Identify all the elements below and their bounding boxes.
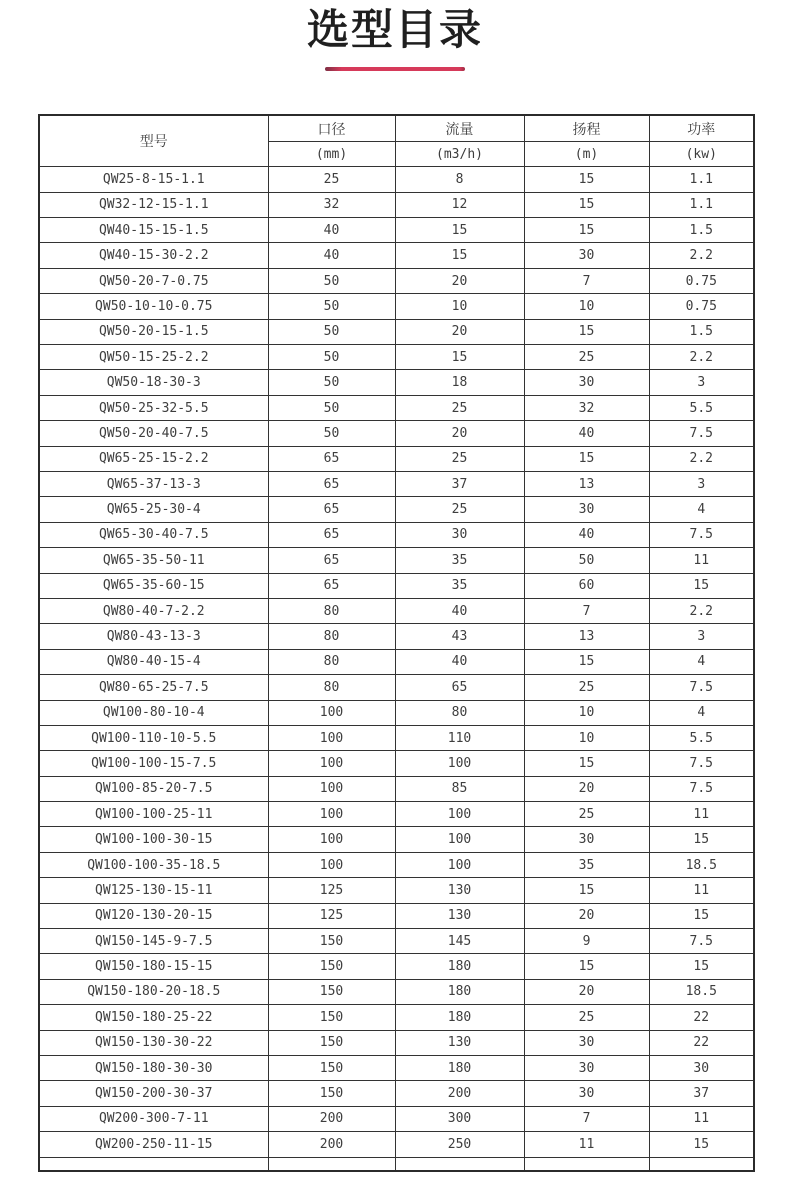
- model-cell: QW80-43-13-3: [39, 624, 268, 649]
- table-row: [39, 827, 754, 852]
- head-cell: 30: [524, 370, 649, 395]
- head-cell: 20: [524, 903, 649, 928]
- table-row: [39, 1030, 754, 1055]
- power-cell: 11: [649, 878, 754, 903]
- model-cell: QW100-85-20-7.5: [39, 776, 268, 801]
- diameter-cell: 80: [268, 675, 395, 700]
- head-cell: 50: [524, 548, 649, 573]
- table-row: [39, 1132, 754, 1157]
- diameter-cell: 25: [268, 167, 395, 192]
- model-cell: QW65-25-15-2.2: [39, 446, 268, 471]
- head-cell: 20: [524, 979, 649, 1004]
- table-row: [39, 345, 754, 370]
- column-header-head: 扬程: [524, 115, 649, 141]
- head-cell: 30: [524, 243, 649, 268]
- head-cell: 35: [524, 852, 649, 877]
- table-row: [39, 598, 754, 623]
- power-cell: 15: [649, 1132, 754, 1157]
- model-cell: QW32-12-15-1.1: [39, 192, 268, 217]
- head-cell: 10: [524, 725, 649, 750]
- flow-cell: 180: [395, 979, 524, 1004]
- model-cell: QW150-180-25-22: [39, 1005, 268, 1030]
- column-header-model: 型号: [39, 115, 268, 167]
- head-cell: 15: [524, 751, 649, 776]
- flow-cell: 20: [395, 421, 524, 446]
- diameter-cell: 150: [268, 954, 395, 979]
- table-row: [39, 319, 754, 344]
- flow-cell: 180: [395, 954, 524, 979]
- flow-cell: 12: [395, 192, 524, 217]
- head-cell: 40: [524, 522, 649, 547]
- power-cell: 7.5: [649, 929, 754, 954]
- power-cell: 3: [649, 624, 754, 649]
- diameter-cell: 65: [268, 522, 395, 547]
- power-cell: 5.5: [649, 395, 754, 420]
- head-cell: 15: [524, 649, 649, 674]
- diameter-cell: 100: [268, 852, 395, 877]
- diameter-cell: 80: [268, 598, 395, 623]
- power-cell: 18.5: [649, 979, 754, 1004]
- diameter-cell: 65: [268, 446, 395, 471]
- power-cell: 30: [649, 1055, 754, 1080]
- head-cell: 30: [524, 497, 649, 522]
- diameter-cell: 40: [268, 243, 395, 268]
- model-cell: QW65-37-13-3: [39, 471, 268, 496]
- table-row: [39, 294, 754, 319]
- flow-cell: 145: [395, 929, 524, 954]
- power-cell: 2.2: [649, 243, 754, 268]
- flow-cell: 100: [395, 751, 524, 776]
- table-row: [39, 649, 754, 674]
- head-cell: 7: [524, 1106, 649, 1131]
- head-cell: 7: [524, 268, 649, 293]
- power-cell: 7.5: [649, 776, 754, 801]
- table-row: [39, 751, 754, 776]
- diameter-cell: 150: [268, 1030, 395, 1055]
- model-cell: QW150-200-30-37: [39, 1081, 268, 1106]
- flow-cell: 100: [395, 852, 524, 877]
- power-cell: 7.5: [649, 421, 754, 446]
- model-cell: QW100-110-10-5.5: [39, 725, 268, 750]
- power-cell: 11: [649, 802, 754, 827]
- diameter-cell: 150: [268, 979, 395, 1004]
- column-unit-diameter: (mm): [268, 141, 395, 167]
- diameter-cell: 50: [268, 319, 395, 344]
- head-cell: 30: [524, 1055, 649, 1080]
- model-cell: QW200-300-7-11: [39, 1106, 268, 1131]
- flow-cell: 40: [395, 649, 524, 674]
- head-cell: 15: [524, 446, 649, 471]
- flow-cell: 18: [395, 370, 524, 395]
- diameter-cell: 40: [268, 218, 395, 243]
- table-row: [39, 471, 754, 496]
- head-cell: 30: [524, 827, 649, 852]
- table-row: [39, 954, 754, 979]
- model-cell: QW65-30-40-7.5: [39, 522, 268, 547]
- power-cell: 15: [649, 954, 754, 979]
- flow-cell: 43: [395, 624, 524, 649]
- table-row: [39, 802, 754, 827]
- power-cell: 7.5: [649, 522, 754, 547]
- column-header-diameter: 口径: [268, 115, 395, 141]
- column-unit-power: (kw): [649, 141, 754, 167]
- flow-cell: 20: [395, 268, 524, 293]
- flow-cell: 85: [395, 776, 524, 801]
- flow-cell: 100: [395, 802, 524, 827]
- head-cell: 30: [524, 1081, 649, 1106]
- flow-cell: 25: [395, 395, 524, 420]
- model-cell: QW100-100-30-15: [39, 827, 268, 852]
- head-cell: 10: [524, 700, 649, 725]
- head-cell: 32: [524, 395, 649, 420]
- table-row: [39, 700, 754, 725]
- model-cell: QW150-130-30-22: [39, 1030, 268, 1055]
- model-cell: QW200-250-11-15: [39, 1132, 268, 1157]
- diameter-cell: 100: [268, 725, 395, 750]
- flow-cell: 80: [395, 700, 524, 725]
- flow-cell: 250: [395, 1132, 524, 1157]
- flow-cell: 15: [395, 218, 524, 243]
- flow-cell: 200: [395, 1081, 524, 1106]
- head-cell: 13: [524, 624, 649, 649]
- column-unit-flow: (m3/h): [395, 141, 524, 167]
- model-cell: QW150-180-30-30: [39, 1055, 268, 1080]
- table-row: [39, 268, 754, 293]
- diameter-cell: 100: [268, 827, 395, 852]
- model-cell: QW50-20-40-7.5: [39, 421, 268, 446]
- model-cell: QW65-35-50-11: [39, 548, 268, 573]
- model-cell: QW100-100-15-7.5: [39, 751, 268, 776]
- power-cell: 1.5: [649, 218, 754, 243]
- power-cell: 0.75: [649, 268, 754, 293]
- table-row: [39, 878, 754, 903]
- flow-cell: 130: [395, 1030, 524, 1055]
- model-cell: QW100-100-25-11: [39, 802, 268, 827]
- table-row: [39, 167, 754, 192]
- diameter-cell: 125: [268, 878, 395, 903]
- diameter-cell: 100: [268, 802, 395, 827]
- flow-cell: 180: [395, 1055, 524, 1080]
- flow-cell: 300: [395, 1106, 524, 1131]
- diameter-cell: 150: [268, 1055, 395, 1080]
- head-cell: 15: [524, 954, 649, 979]
- table-row: [39, 929, 754, 954]
- flow-cell: 35: [395, 548, 524, 573]
- power-cell: 4: [649, 649, 754, 674]
- diameter-cell: 50: [268, 395, 395, 420]
- power-cell: 22: [649, 1005, 754, 1030]
- head-cell: [524, 1157, 649, 1171]
- model-cell: QW100-100-35-18.5: [39, 852, 268, 877]
- head-cell: 60: [524, 573, 649, 598]
- model-cell: QW65-25-30-4: [39, 497, 268, 522]
- power-cell: 4: [649, 497, 754, 522]
- flow-cell: 110: [395, 725, 524, 750]
- flow-cell: 65: [395, 675, 524, 700]
- flow-cell: 180: [395, 1005, 524, 1030]
- power-cell: [649, 1157, 754, 1171]
- table-row: [39, 243, 754, 268]
- flow-cell: 25: [395, 497, 524, 522]
- table-row-partial: [39, 1157, 754, 1171]
- power-cell: 1.5: [649, 319, 754, 344]
- diameter-cell: 100: [268, 700, 395, 725]
- head-cell: 9: [524, 929, 649, 954]
- model-cell: QW65-35-60-15: [39, 573, 268, 598]
- model-cell: QW40-15-30-2.2: [39, 243, 268, 268]
- model-cell: QW120-130-20-15: [39, 903, 268, 928]
- model-cell: QW150-145-9-7.5: [39, 929, 268, 954]
- power-cell: 15: [649, 573, 754, 598]
- table-row: [39, 548, 754, 573]
- diameter-cell: 65: [268, 471, 395, 496]
- flow-cell: 37: [395, 471, 524, 496]
- diameter-cell: 32: [268, 192, 395, 217]
- power-cell: 7.5: [649, 675, 754, 700]
- table-row: [39, 979, 754, 1004]
- model-cell: QW50-20-15-1.5: [39, 319, 268, 344]
- power-cell: 2.2: [649, 345, 754, 370]
- flow-cell: 30: [395, 522, 524, 547]
- head-cell: 13: [524, 471, 649, 496]
- flow-cell: 40: [395, 598, 524, 623]
- head-cell: 20: [524, 776, 649, 801]
- diameter-cell: 50: [268, 370, 395, 395]
- model-cell: QW25-8-15-1.1: [39, 167, 268, 192]
- table-row: [39, 624, 754, 649]
- diameter-cell: 150: [268, 1081, 395, 1106]
- diameter-cell: 125: [268, 903, 395, 928]
- power-cell: 1.1: [649, 192, 754, 217]
- diameter-cell: 50: [268, 268, 395, 293]
- model-cell: QW50-18-30-3: [39, 370, 268, 395]
- head-cell: 10: [524, 294, 649, 319]
- flow-cell: 20: [395, 319, 524, 344]
- page-title: 选型目录: [306, 6, 483, 53]
- header-row-labels: [39, 115, 754, 141]
- head-cell: 15: [524, 319, 649, 344]
- head-cell: 30: [524, 1030, 649, 1055]
- model-cell: QW125-130-15-11: [39, 878, 268, 903]
- diameter-cell: 50: [268, 345, 395, 370]
- diameter-cell: 100: [268, 751, 395, 776]
- power-cell: 15: [649, 903, 754, 928]
- table-row: [39, 776, 754, 801]
- power-cell: 22: [649, 1030, 754, 1055]
- table-row: [39, 192, 754, 217]
- diameter-cell: 65: [268, 497, 395, 522]
- table-header: [39, 115, 754, 167]
- table-body: [39, 167, 754, 1171]
- power-cell: 2.2: [649, 446, 754, 471]
- table-row: [39, 370, 754, 395]
- model-cell: QW150-180-15-15: [39, 954, 268, 979]
- power-cell: 1.1: [649, 167, 754, 192]
- model-cell: QW50-20-7-0.75: [39, 268, 268, 293]
- table-row: [39, 1081, 754, 1106]
- power-cell: 15: [649, 827, 754, 852]
- power-cell: 2.2: [649, 598, 754, 623]
- flow-cell: 10: [395, 294, 524, 319]
- head-cell: 15: [524, 878, 649, 903]
- title-underline: [325, 67, 465, 71]
- table-row: [39, 218, 754, 243]
- power-cell: 5.5: [649, 725, 754, 750]
- table-row: [39, 1005, 754, 1030]
- diameter-cell: 80: [268, 649, 395, 674]
- table-row: [39, 903, 754, 928]
- diameter-cell: 50: [268, 294, 395, 319]
- head-cell: 15: [524, 167, 649, 192]
- diameter-cell: 65: [268, 573, 395, 598]
- table-row: [39, 852, 754, 877]
- power-cell: 11: [649, 1106, 754, 1131]
- column-header-flow: 流量: [395, 115, 524, 141]
- table-row: [39, 421, 754, 446]
- power-cell: 18.5: [649, 852, 754, 877]
- table-row: [39, 522, 754, 547]
- diameter-cell: 100: [268, 776, 395, 801]
- model-cell: QW40-15-15-1.5: [39, 218, 268, 243]
- power-cell: 7.5: [649, 751, 754, 776]
- flow-cell: 15: [395, 345, 524, 370]
- model-cell: [39, 1157, 268, 1171]
- diameter-cell: 65: [268, 548, 395, 573]
- head-cell: 7: [524, 598, 649, 623]
- flow-cell: 8: [395, 167, 524, 192]
- model-cell: QW50-10-10-0.75: [39, 294, 268, 319]
- diameter-cell: 150: [268, 1005, 395, 1030]
- diameter-cell: [268, 1157, 395, 1171]
- diameter-cell: 50: [268, 421, 395, 446]
- head-cell: 15: [524, 218, 649, 243]
- power-cell: 11: [649, 548, 754, 573]
- table-row: [39, 725, 754, 750]
- model-cell: QW80-65-25-7.5: [39, 675, 268, 700]
- model-cell: QW100-80-10-4: [39, 700, 268, 725]
- head-cell: 25: [524, 1005, 649, 1030]
- power-cell: 3: [649, 471, 754, 496]
- column-unit-head: (m): [524, 141, 649, 167]
- flow-cell: [395, 1157, 524, 1171]
- head-cell: 11: [524, 1132, 649, 1157]
- table-row: [39, 395, 754, 420]
- diameter-cell: 200: [268, 1106, 395, 1131]
- table-row: [39, 1055, 754, 1080]
- flow-cell: 130: [395, 903, 524, 928]
- flow-cell: 100: [395, 827, 524, 852]
- diameter-cell: 80: [268, 624, 395, 649]
- power-cell: 4: [649, 700, 754, 725]
- head-cell: 25: [524, 345, 649, 370]
- power-cell: 0.75: [649, 294, 754, 319]
- flow-cell: 130: [395, 878, 524, 903]
- model-cell: QW150-180-20-18.5: [39, 979, 268, 1004]
- table-row: [39, 497, 754, 522]
- table-row: [39, 1106, 754, 1131]
- head-cell: 40: [524, 421, 649, 446]
- model-cell: QW50-25-32-5.5: [39, 395, 268, 420]
- table-row: [39, 675, 754, 700]
- table-row: [39, 573, 754, 598]
- head-cell: 25: [524, 802, 649, 827]
- diameter-cell: 200: [268, 1132, 395, 1157]
- power-cell: 37: [649, 1081, 754, 1106]
- diameter-cell: 150: [268, 929, 395, 954]
- flow-cell: 15: [395, 243, 524, 268]
- column-header-power: 功率: [649, 115, 754, 141]
- table-row: [39, 446, 754, 471]
- model-cell: QW80-40-7-2.2: [39, 598, 268, 623]
- pump-selection-table: [38, 114, 755, 1171]
- flow-cell: 35: [395, 573, 524, 598]
- flow-cell: 25: [395, 446, 524, 471]
- head-cell: 15: [524, 192, 649, 217]
- head-cell: 25: [524, 675, 649, 700]
- model-cell: QW50-15-25-2.2: [39, 345, 268, 370]
- power-cell: 3: [649, 370, 754, 395]
- model-cell: QW80-40-15-4: [39, 649, 268, 674]
